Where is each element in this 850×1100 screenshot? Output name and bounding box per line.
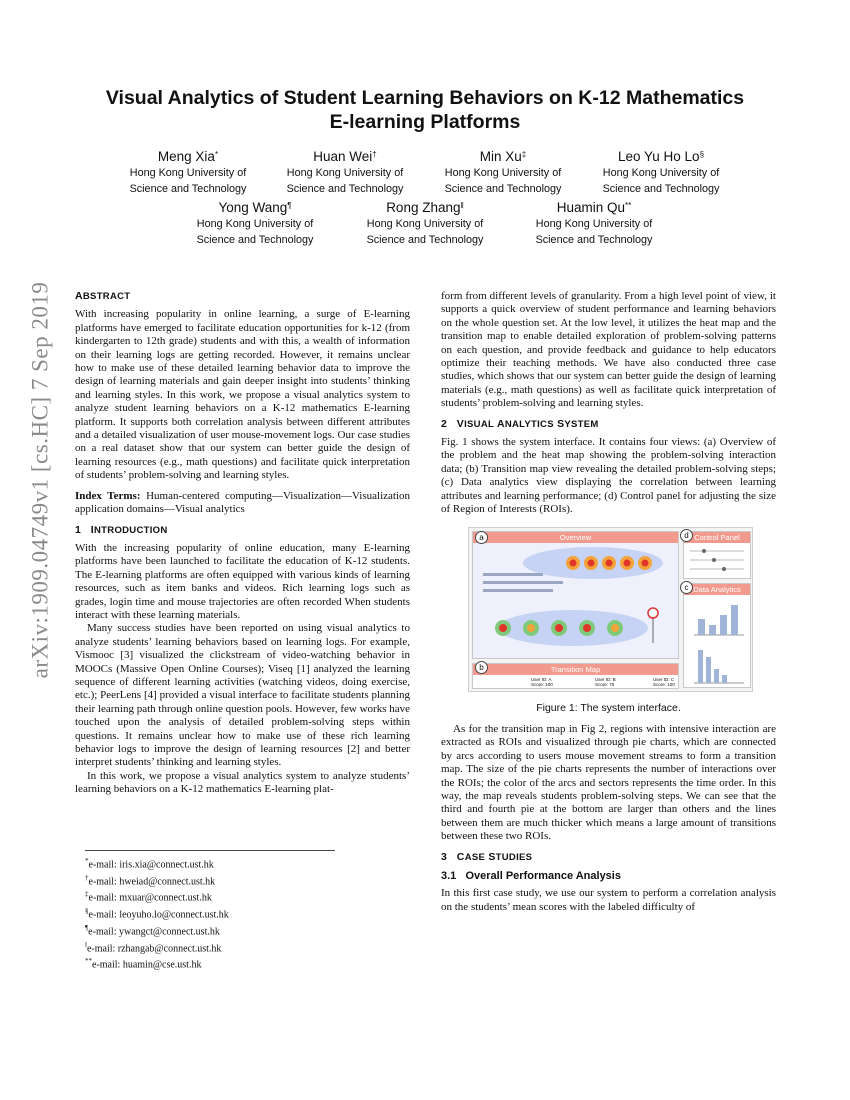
figure-caption: Figure 1: The system interface. bbox=[536, 701, 681, 714]
author-block: Min Xu‡ Hong Kong University of Science and Technology bbox=[444, 149, 562, 195]
heat-blob-core bbox=[624, 559, 631, 566]
footnote: †e-mail: hweiad@connect.ust.hk bbox=[85, 873, 216, 888]
index-terms: Index Terms: Human-centered computing—Visualization—Visualization application domains—Visual analytics bbox=[75, 489, 411, 516]
slider-thumb bbox=[722, 567, 726, 571]
analytics-bar-charts bbox=[684, 595, 750, 687]
heat-blob-core bbox=[611, 624, 619, 632]
section2-text: Fig. 1 shows the system interface. It contains four views: (a) Overview of the problem and the heat map showing the problem-solving interaction data; (b) Transition map view revealing the detailed problem-solving steps; (c) Data analytics view displaying the correlation between learning attributes and learning performance; (d) Control panel for adjusting the size of Region of Interests (ROIs). bbox=[441, 436, 776, 516]
heat-blob-core bbox=[527, 624, 535, 632]
abstract-continued: form from different levels of granularity. From a high level point of view, it supports a quick overview of student performance and learning behaviors on the whole question set. At the low level, it utilizes the heat map and the transition map to enable detailed exploration of problem-solving patterns on each question, and provide feedback and guidance to help educators optimize their teaching methods. We have also conducted three case studies, which shows that our system can better guide the design of learning materials (e.g., math questions) as well as facilitate quick interpretation of students’ problem-solving and learning styles. bbox=[441, 290, 776, 410]
question-text-line bbox=[483, 573, 543, 576]
footnotes bbox=[75, 850, 410, 972]
label-a: a bbox=[475, 531, 488, 544]
footnote-rule bbox=[85, 850, 335, 851]
bar bbox=[709, 625, 716, 635]
footnote: ‡e-mail: mxuar@connect.ust.hk bbox=[85, 890, 212, 904]
label-c: c bbox=[680, 581, 693, 594]
section-heading-visual-analytics-system: 2 VISUAL ANALYTICS SYSTEM bbox=[441, 417, 599, 430]
data-analytics-panel: Data Analytics bbox=[683, 583, 751, 688]
section-heading-introduction: 1 INTRODUCTION bbox=[75, 523, 168, 536]
bar bbox=[722, 675, 727, 683]
right-column bbox=[441, 290, 776, 914]
control-sliders bbox=[684, 543, 750, 578]
bar bbox=[731, 605, 738, 635]
slider-thumb bbox=[702, 549, 706, 553]
paper-title: Visual Analytics of Student Learning Behaviors on K-12 Mathematics E-learning Platforms bbox=[105, 87, 745, 133]
author-block: Leo Yu Ho Lo§ Hong Kong University of Science and Technology bbox=[602, 149, 720, 195]
footnote: §e-mail: leoyuho.lo@connect.ust.hk bbox=[85, 907, 229, 921]
heat-blob-core bbox=[570, 559, 577, 566]
section-heading-case-studies: 3 CASE STUDIES bbox=[441, 850, 533, 863]
heat-blob-core bbox=[499, 624, 507, 632]
intro-paragraph: Many success studies have been reported on using visual analytics to analyze students’ learning behaviors based on learning logs. For example, Vismooc [3] visualized the clickstream of video-watching behavior in MOOCs (Massive Open Online Courses); Viseq [1] analyzed the learning sequence of different learning activities (watching videos, doing exercise, etc.); PeerLens [4] provided a visual interface to facilitate students planning their learning path through online question pools. However, few works have touched upon the analysis of detailed problem-solving steps within questions. It remains unclear how to make use of these rich learning behavior logs to improve the design of learning resources [2] and better interpret students’ thinking and learning styles. bbox=[75, 622, 410, 769]
heat-blob-core bbox=[588, 559, 595, 566]
author-block: Huamin Qu** Hong Kong University of Science and Technology bbox=[535, 200, 653, 246]
slider-thumb bbox=[712, 558, 716, 562]
system-interface-figure bbox=[468, 527, 753, 692]
author-block: Rong Zhang‖ Hong Kong University of Science and Technology bbox=[366, 200, 484, 246]
sign-icon bbox=[648, 608, 658, 618]
heat-map bbox=[473, 543, 678, 658]
question-text-line bbox=[483, 589, 553, 592]
abstract-heading: ABSTRACT bbox=[75, 290, 131, 302]
transition-map-panel: Transition Map User ID: A Score: 100 User ID: B Score: 75 User ID: C Score: 100 bbox=[472, 663, 679, 689]
author-block: Yong Wang¶ Hong Kong University of Science and Technology bbox=[196, 200, 314, 246]
intro-paragraph: With the increasing popularity of online education, many E-learning platforms have been launched to facilitate the education of K-12 students. The E-learning platforms are often equipped with various kinds of learning resources, such as item banks and videos. Rich learning logs such as grades, login time and mouse trajectories are often recorded When students interact with these learning materials. bbox=[75, 541, 410, 621]
author-block: Meng Xia* Hong Kong University of Science and Technology bbox=[129, 149, 247, 195]
footnote: **e-mail: huamin@cse.ust.hk bbox=[85, 957, 202, 971]
heat-blob-core bbox=[583, 624, 591, 632]
bar bbox=[698, 619, 705, 635]
question-text-line bbox=[483, 581, 563, 584]
section3-text: In this first case study, we use our system to perform a correlation analysis on the students’ mean scores with the labeled difficulty of bbox=[441, 887, 776, 913]
abstract-text: With increasing popularity in online learning, a surge of E-learning platforms have emerged to facilitate education opportunities for k-12 (from kindergarten to 12th grade) students and with this, a wealth of information on their learning logs are getting recorded. However, it remains unclear how to make use of these detailed learning behavior data to improve the design of learning materials and gain deeper insight into students’ thinking and learning styles. In this work, we propose a visual analytics system to analyze student learning behaviors on a K-12 mathematics E-learning platform. It supports both correlation analysis between different attributes and a detailed visualization of user mouse-movement logs. Our case studies on a real dataset show that our system can better guide the design of learning resources (e.g., math questions) and facilitate quick interpretation of students’ problem-solving and learning styles. bbox=[75, 308, 410, 482]
label-d: d bbox=[680, 529, 693, 542]
footnote: ¶e-mail: ywangct@connect.ust.hk bbox=[85, 923, 220, 938]
bar bbox=[720, 615, 727, 635]
transition-paragraph: As for the transition map in Fig 2, regions with intensive interaction are extracted as ROIs and visualized through pie charts, which are connected by arcs according to users mouse movement streams to form a transition map. The size of the pie charts represents the number of interactions over the ROIs; the color of the arcs and sectors represents the time order. In this way, the map reveals students problem-solving steps. We can see that the third and fourth pie at the bottom are larger than others and the lines between them are much thicker which means a large amount of transitions between these two ROIs. bbox=[441, 722, 776, 843]
footnote: ‖e-mail: rzhangab@connect.ust.hk bbox=[85, 940, 222, 954]
control-panel: Control Panel bbox=[683, 531, 751, 579]
heat-blob-core bbox=[606, 559, 613, 566]
heat-blob-core bbox=[555, 624, 563, 632]
intro-paragraph: In this work, we propose a visual analytics system to analyze students’ learning behaviors on a K-12 mathematics E-learning plat- bbox=[75, 769, 410, 796]
author-block: Huan Wei† Hong Kong University of Science and Technology bbox=[286, 149, 404, 195]
bar bbox=[698, 650, 703, 683]
footnote: *e-mail: iris.xia@connect.ust.hk bbox=[85, 857, 214, 871]
label-b: b bbox=[475, 661, 488, 674]
overview-panel: Overview bbox=[472, 531, 679, 659]
left-column bbox=[75, 290, 410, 797]
heat-region bbox=[498, 610, 648, 646]
arxiv-stamp: arXiv:1909.04749v1 [cs.HC] 7 Sep 2019 bbox=[27, 281, 52, 679]
subsection-heading: 3.1 Overall Performance Analysis bbox=[441, 869, 621, 882]
bar bbox=[706, 657, 711, 683]
heat-blob-core bbox=[642, 559, 649, 566]
bar bbox=[714, 669, 719, 683]
